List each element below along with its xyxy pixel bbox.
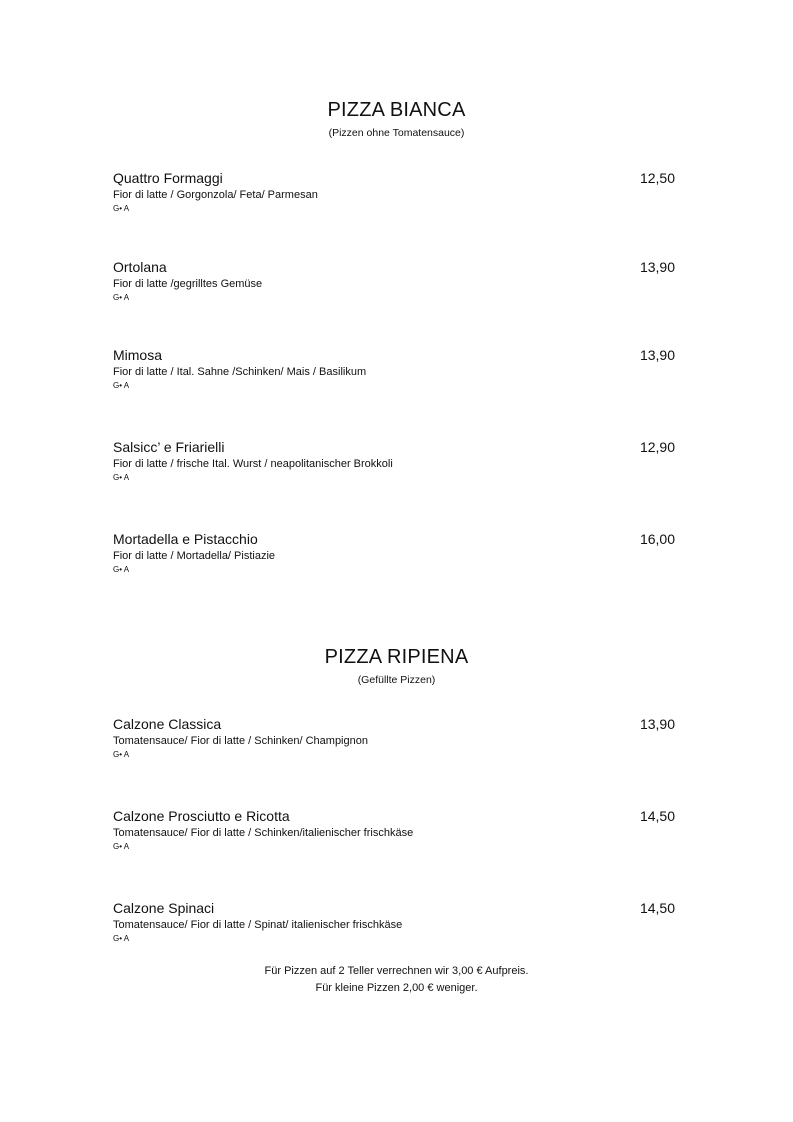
note-small-pizza: Für kleine Pizzen 2,00 € weniger. [315, 982, 478, 994]
item-allergens: G• A [113, 934, 130, 943]
item-description: Fior di latte / frische Ital. Wurst / neapolitanischer Brokkoli [113, 458, 393, 470]
item-allergens: G• A [113, 381, 130, 390]
item-price: 13,90 [639, 347, 675, 363]
item-allergens: G• A [113, 293, 130, 302]
item-price: 14,50 [639, 900, 675, 916]
item-price: 12,90 [639, 439, 675, 455]
item-name: Calzone Spinaci [113, 900, 215, 916]
item-price: 13,90 [639, 716, 675, 732]
item-price: 13,90 [639, 259, 675, 275]
item-allergens: G• A [113, 204, 130, 213]
item-price: 12,50 [639, 170, 675, 186]
item-description: Fior di latte /gegrilltes Gemüse [113, 278, 263, 290]
item-name: Quattro Formaggi [113, 170, 223, 186]
section-subtitle-pizza-ripiena: (Gefüllte Pizzen) [357, 674, 436, 686]
item-allergens: G• A [113, 473, 130, 482]
section-title-pizza-ripiena: PIZZA RIPIENA [324, 646, 469, 668]
item-description: Tomatensauce/ Fior di latte / Spinat/ italienischer frischkäse [113, 919, 403, 931]
item-price: 16,00 [639, 531, 675, 547]
item-name: Salsicc’ e Friarielli [113, 439, 225, 455]
item-allergens: G• A [113, 842, 130, 851]
item-description: Tomatensauce/ Fior di latte / Schinken/italienischer frischkäse [113, 827, 414, 839]
item-name: Calzone Prosciutto e Ricotta [113, 808, 290, 824]
section-subtitle-pizza-bianca: (Pizzen ohne Tomatensauce) [328, 127, 465, 139]
item-price: 14,50 [639, 808, 675, 824]
item-name: Mortadella e Pistacchio [113, 531, 258, 547]
note-extra-plate: Für Pizzen auf 2 Teller verrechnen wir 3,00 € Aufpreis. [264, 965, 529, 977]
item-name: Mimosa [113, 347, 163, 363]
section-title-pizza-bianca: PIZZA BIANCA [327, 99, 466, 121]
item-description: Fior di latte / Mortadella/ Pistiazie [113, 550, 276, 562]
item-description: Tomatensauce/ Fior di latte / Schinken/ Champignon [113, 735, 368, 747]
item-allergens: G• A [113, 565, 130, 574]
item-name: Ortolana [113, 259, 167, 275]
item-allergens: G• A [113, 750, 130, 759]
item-name: Calzone Classica [113, 716, 222, 732]
item-description: Fior di latte / Ital. Sahne /Schinken/ Mais / Basilikum [113, 366, 367, 378]
item-description: Fior di latte / Gorgonzola/ Feta/ Parmesan [113, 189, 318, 201]
